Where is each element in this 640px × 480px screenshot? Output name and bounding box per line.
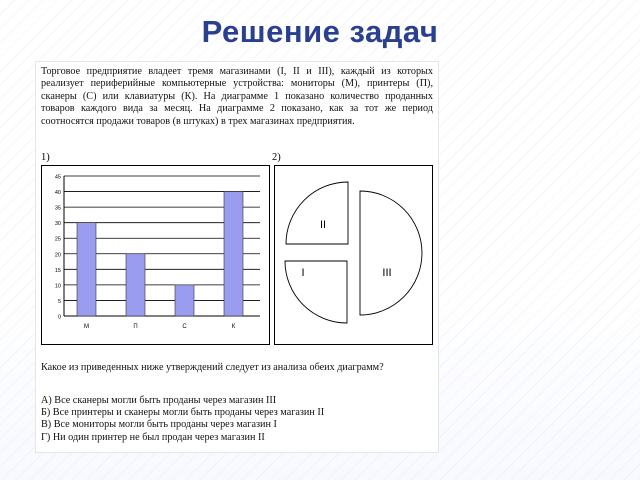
y-tick-label: 5 — [57, 298, 61, 305]
y-tick-label: 20 — [54, 252, 61, 259]
y-tick-label: 35 — [54, 205, 61, 212]
y-tick-label: 30 — [54, 221, 61, 228]
y-tick-label: 10 — [54, 283, 61, 290]
bar — [126, 254, 145, 316]
bar-chart — [42, 166, 269, 344]
pie-chart — [275, 166, 432, 344]
answer-option[interactable]: В) Все мониторы могли быть проданы через магазин I — [41, 419, 277, 431]
pie-chart-frame — [274, 165, 433, 345]
answer-options — [41, 395, 433, 444]
y-tick-label: 15 — [54, 267, 61, 274]
pie-slice — [285, 261, 347, 323]
x-tick-label: С — [182, 324, 187, 330]
bar — [77, 223, 96, 316]
question-text: Какое из приведенных ниже утверждений следует из анализа обеих диаграмм? — [41, 362, 384, 373]
answer-option[interactable]: Б) Все принтеры и сканеры могли быть проданы через магазин II — [41, 407, 325, 419]
problem-sheet — [36, 62, 438, 452]
y-tick-label: 45 — [54, 174, 61, 181]
x-tick-label: П — [133, 324, 138, 330]
x-tick-label: К — [231, 324, 236, 330]
y-tick-label: 0 — [57, 314, 61, 321]
diagram-2-label: 2) — [272, 152, 281, 163]
diagram-1-label: 1) — [41, 152, 50, 163]
pie-slice-label: I — [301, 267, 305, 279]
y-tick-label: 25 — [54, 236, 61, 243]
pie-slice — [360, 191, 422, 315]
bar-chart-frame — [41, 165, 270, 345]
bar — [224, 192, 243, 316]
answer-option[interactable]: А) Все сканеры могли быть проданы через магазин III — [41, 395, 277, 406]
pie-slice — [286, 182, 348, 244]
pie-slice-label: II — [319, 219, 327, 231]
problem-text: Торговое предприятие владеет тремя магазинами (I, II и III), каждый из которых реализует периферийные компьютерные устройства: мониторы (М), принтеры (П), сканеры (С) или клавиатуры (К). На диаграмме 1 показано количество проданных товаров каждого вида за месяц. На диаграмме 2 показано, как за тот же период соотносятся продажи товаров (в штуках) в трех магазинах предприятия. — [41, 66, 433, 127]
y-tick-label: 40 — [54, 190, 61, 197]
slide-title: Решение задач — [201, 14, 439, 49]
pie-slice-label: III — [382, 267, 392, 279]
answer-option[interactable]: Г) Ни один принтер не был продан через магазин II — [41, 431, 265, 443]
x-tick-label: М — [84, 324, 89, 330]
bar — [175, 285, 194, 316]
